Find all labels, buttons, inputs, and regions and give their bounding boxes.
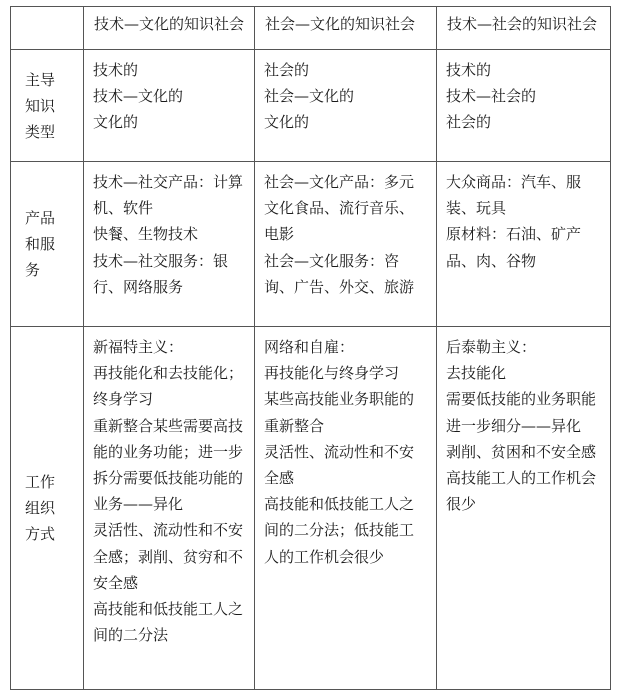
cell-line: 去技能化	[446, 364, 507, 383]
cell-knowledge-type-tech-social	[437, 50, 611, 162]
header-cell-social-culture: 社会—文化的知识社会	[255, 7, 437, 50]
cell-line: 社会—文化的	[264, 87, 355, 106]
header-cell-tech-culture: 技术—文化的知识社会	[84, 7, 255, 50]
cell-line: 需要低技能的业务职能进一步细分——异化	[446, 390, 597, 435]
cell-knowledge-type-social-culture	[255, 50, 437, 162]
row-label-knowledge-type: 主导知识类型	[11, 50, 84, 162]
cell-line: 技术—社交服务：银行、网络服务	[93, 251, 229, 296]
cell-line: 再技能化和去技能化；终身学习	[93, 364, 244, 409]
cell-line: 社会—文化产品：多元文化食品、流行音乐、电影	[264, 173, 415, 244]
cell-line: 社会的	[446, 113, 492, 132]
row-label-work-organization: 工作组织方式	[11, 327, 84, 690]
cell-line: 原材料：石油、矿产品、肉、谷物	[446, 225, 582, 270]
cell-line: 技术的	[93, 61, 139, 79]
cell-line: 技术—社会的	[446, 87, 537, 106]
cell-line: 剥削、贫困和不安全感	[446, 442, 597, 461]
cell-line: 新福特主义：	[93, 338, 184, 356]
cell-products-tech-culture	[84, 162, 255, 327]
cell-line: 网络和自雇：	[264, 338, 355, 356]
cell-line: 高技能和低技能工人之间的二分法	[93, 600, 244, 645]
cell-line: 后泰勒主义：	[446, 338, 537, 356]
cell-line: 快餐、生物技术	[93, 225, 199, 244]
cell-line: 某些高技能业务职能的重新整合	[264, 390, 415, 435]
cell-line: 重新整合某些需要高技能的业务功能；进一步拆分需要低技能功能的业务——异化	[93, 416, 244, 514]
header-cell-tech-social: 技术—社会的知识社会	[437, 7, 611, 50]
cell-line: 社会的	[264, 61, 310, 79]
cell-work-social-culture	[255, 327, 437, 690]
cell-line: 文化的	[264, 113, 310, 132]
header-row	[11, 7, 611, 50]
cell-line: 技术—社交产品：计算机、软件	[93, 173, 244, 218]
cell-line: 文化的	[93, 113, 139, 132]
row-knowledge-type	[11, 50, 611, 162]
header-corner-cell	[11, 7, 84, 50]
cell-knowledge-type-tech-culture	[84, 50, 255, 162]
cell-line: 灵活性、流动性和不安全感；剥削、贫穷和不安全感	[93, 521, 244, 592]
cell-line: 灵活性、流动性和不安全感	[264, 442, 415, 488]
knowledge-society-table	[10, 6, 611, 690]
cell-products-social-culture	[255, 162, 437, 327]
cell-line: 大众商品：汽车、服装、玩具	[446, 173, 582, 218]
cell-work-tech-social	[437, 327, 611, 690]
cell-products-tech-social	[437, 162, 611, 327]
cell-work-tech-culture	[84, 327, 255, 690]
cell-line: 再技能化与终身学习	[264, 364, 400, 383]
cell-line: 技术—文化的	[93, 87, 184, 106]
cell-line: 技术的	[446, 61, 492, 79]
row-label-products-services: 产品和服务	[11, 162, 84, 327]
cell-line: 社会—文化服务：咨询、广告、外交、旅游	[264, 251, 415, 296]
row-products-services	[11, 162, 611, 327]
row-work-organization	[11, 327, 611, 690]
cell-line: 高技能和低技能工人之间的二分法；低技能工人的工作机会很少	[264, 495, 415, 566]
cell-line: 高技能工人的工作机会很少	[446, 469, 597, 514]
